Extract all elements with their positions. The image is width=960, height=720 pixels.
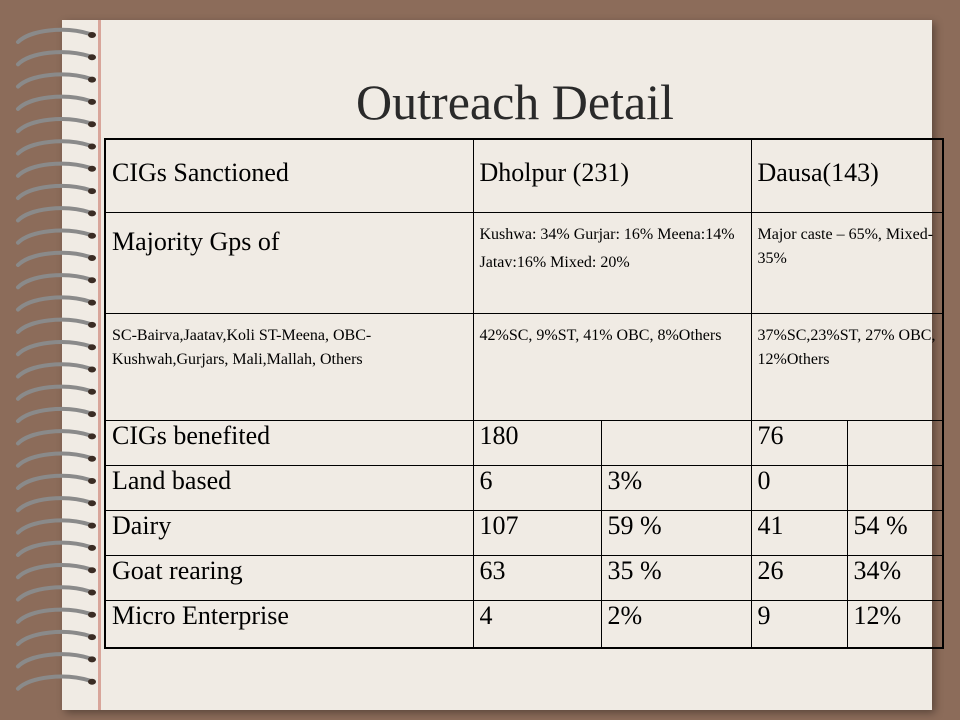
spiral-coil	[18, 677, 90, 689]
dholpur-percent-cell: 59 %	[601, 511, 751, 556]
majority-dholpur-line2: Jatav:16% Mixed: 20%	[479, 254, 630, 271]
binding-hole	[88, 121, 96, 127]
binding-hole	[88, 545, 96, 551]
spiral-coil	[18, 231, 90, 243]
majority-dausa-cell: Major caste – 65%, Mixed- 35%	[751, 213, 943, 314]
binding-hole	[88, 411, 96, 417]
dholpur-percent-cell: 35 %	[601, 556, 751, 601]
spiral-coil	[18, 74, 90, 86]
dausa-percent-cell: 34%	[847, 556, 943, 601]
dausa-percent-cell: 54 %	[847, 511, 943, 556]
table-row	[105, 511, 943, 556]
binding-hole	[88, 255, 96, 261]
spiral-coil	[18, 297, 90, 309]
binding-hole	[88, 478, 96, 484]
row-label-cell: Goat rearing	[105, 556, 473, 601]
dholpur-percent-cell: 2%	[601, 601, 751, 649]
spiral-binding-icon	[10, 20, 100, 700]
binding-hole	[88, 188, 96, 194]
dholpur-percent-cell	[601, 421, 751, 466]
binding-hole	[88, 590, 96, 596]
spiral-coil	[18, 454, 90, 466]
dausa-count-cell: 9	[751, 601, 847, 649]
binding-hole	[88, 54, 96, 60]
table-row	[105, 556, 943, 601]
row-label-cell: CIGs benefited	[105, 421, 473, 466]
majority-dholpur-line1: Kushwa: 34% Gurjar: 16% Meena:14%	[479, 226, 735, 243]
dholpur-percent-cell: 3%	[601, 466, 751, 511]
spiral-coil	[18, 632, 90, 644]
binding-hole	[88, 679, 96, 685]
spiral-coil	[18, 654, 90, 666]
composition-label-cell: SC-Bairva,Jaatav,Koli ST-Meena, OBC-Kushwah,Gurjars, Mali,Mallah, Others	[105, 314, 473, 421]
binding-hole	[88, 523, 96, 529]
spiral-coil	[18, 498, 90, 510]
spiral-coil	[18, 97, 90, 109]
binding-hole	[88, 277, 96, 283]
header-dausa-cell: Dausa(143)	[751, 139, 943, 213]
spiral-coil	[18, 342, 90, 354]
binding-hole	[88, 32, 96, 38]
majority-dholpur-cell	[473, 213, 751, 314]
binding-hole	[88, 144, 96, 150]
dholpur-count-cell: 107	[473, 511, 601, 556]
composition-dholpur-cell: 42%SC, 9%ST, 41% OBC, 8%Others	[473, 314, 751, 421]
spiral-coil	[18, 275, 90, 287]
slide-title: Outreach Detail	[356, 74, 674, 130]
binding-hole	[88, 456, 96, 462]
binding-hole	[88, 300, 96, 306]
binding-hole	[88, 322, 96, 328]
table-header-row	[105, 139, 943, 213]
spiral-coil	[18, 186, 90, 198]
majority-row	[105, 213, 943, 314]
header-dholpur-cell: Dholpur (231)	[473, 139, 751, 213]
spiral-coil	[18, 387, 90, 399]
dausa-percent-cell	[847, 421, 943, 466]
spiral-coil	[18, 565, 90, 577]
binding-hole	[88, 389, 96, 395]
row-label-cell: Dairy	[105, 511, 473, 556]
dausa-count-cell: 26	[751, 556, 847, 601]
binding-hole	[88, 166, 96, 172]
spiral-coil	[18, 364, 90, 376]
spiral-coil	[18, 208, 90, 220]
binding-hole	[88, 99, 96, 105]
majority-label-cell: Majority Gps of	[105, 213, 473, 314]
binding-hole	[88, 77, 96, 83]
spiral-coil	[18, 431, 90, 443]
spiral-coil	[18, 520, 90, 532]
binding-hole	[88, 567, 96, 573]
dholpur-count-cell: 4	[473, 601, 601, 649]
binding-hole	[88, 634, 96, 640]
spiral-coil	[18, 52, 90, 64]
header-label-cell: CIGs Sanctioned	[105, 139, 473, 213]
composition-row	[105, 314, 943, 421]
spiral-coil	[18, 610, 90, 622]
dausa-count-cell: 41	[751, 511, 847, 556]
dausa-count-cell: 0	[751, 466, 847, 511]
dausa-percent-cell	[847, 466, 943, 511]
table-row	[105, 466, 943, 511]
spiral-coil	[18, 409, 90, 421]
binding-hole	[88, 500, 96, 506]
spiral-coil	[18, 164, 90, 176]
binding-hole	[88, 233, 96, 239]
binding-hole	[88, 612, 96, 618]
composition-dausa-cell: 37%SC,23%ST, 27% OBC, 12%Others	[751, 314, 943, 421]
spiral-coil	[18, 141, 90, 153]
row-label-cell: Micro Enterprise	[105, 601, 473, 649]
table-row	[105, 601, 943, 649]
dholpur-count-cell: 6	[473, 466, 601, 511]
spiral-coil	[18, 587, 90, 599]
spiral-coil	[18, 30, 90, 42]
binding-hole	[88, 210, 96, 216]
dholpur-count-cell: 180	[473, 421, 601, 466]
dausa-percent-cell: 12%	[847, 601, 943, 649]
dholpur-count-cell: 63	[473, 556, 601, 601]
outreach-table	[104, 138, 944, 649]
dausa-count-cell: 76	[751, 421, 847, 466]
row-label-cell: Land based	[105, 466, 473, 511]
spiral-coil	[18, 119, 90, 131]
binding-hole	[88, 367, 96, 373]
spiral-coil	[18, 253, 90, 265]
spiral-coil	[18, 543, 90, 555]
spiral-coil	[18, 476, 90, 488]
binding-hole	[88, 656, 96, 662]
binding-hole	[88, 344, 96, 350]
table-row	[105, 421, 943, 466]
binding-hole	[88, 433, 96, 439]
spiral-coil	[18, 320, 90, 332]
